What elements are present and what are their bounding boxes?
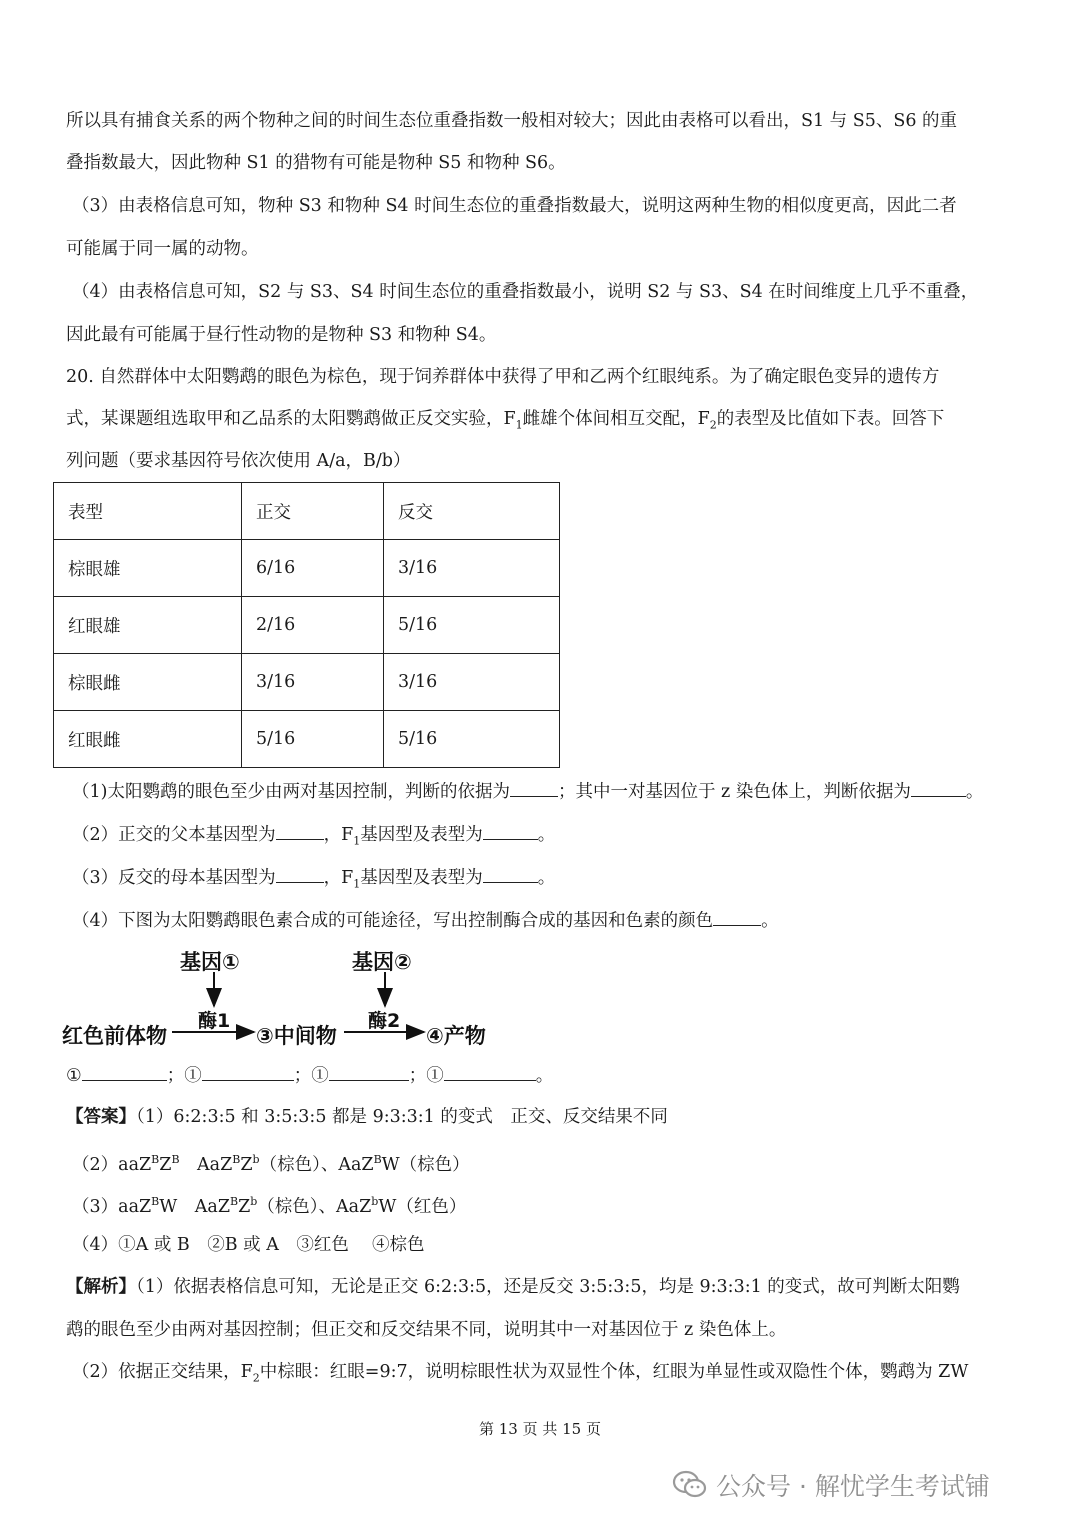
enzyme-2-label: 酶2 xyxy=(368,1010,401,1032)
answer-tag: 【答案】 xyxy=(66,1107,136,1127)
gene-2-label: 基因② xyxy=(352,950,412,974)
watermark xyxy=(672,1465,990,1505)
table-cell: 红眼雄 xyxy=(54,597,242,654)
answer-line-4: （4）①A 或 B ②B 或 A ③红色 ④棕色 xyxy=(72,1235,425,1255)
subquestion-1: （1)太阳鹦鹉的眼色至少由两对基因控制，判断的依据为 ；其中一对基因位于 z 染色体上，判断依据为 。 xyxy=(72,778,983,805)
text-line: （3）由表格信息可知，物种 S3 和物种 S4 时间生态位的重叠指数最大，说明这两种生物的相似度更高，因此二者 xyxy=(72,196,957,216)
table-cell: 3/16 xyxy=(384,540,560,597)
analysis-tag: 【解析】 xyxy=(66,1277,136,1297)
subquestion-2: （2）正交的父本基因型为 ，$F_1$基因型及表型为 。 xyxy=(72,821,555,855)
product-label: ④产物 xyxy=(426,1024,486,1048)
table-row xyxy=(54,597,560,654)
enzyme-1-label: 酶1 xyxy=(198,1010,231,1032)
answer-blank xyxy=(713,907,761,926)
watermark-text: 公众号 · 解忧学生考试铺 xyxy=(716,1472,990,1501)
answer-line-2: $(2)aaZ^BZ^B$ $AaZ^BZ^b$（棕色）、AaZ$^B$W（棕色） xyxy=(72,1153,470,1175)
text-line: 叠指数最大，因此物种 S1 的猎物有可能是物种 S5 和物种 S6。 xyxy=(66,153,566,173)
fill-blank-line: ① ；① ；① ；① 。 xyxy=(66,1062,553,1089)
question-line: 列问题（要求基因符号依次使用 A/a，B/b） xyxy=(66,451,411,471)
answer-blank xyxy=(510,778,558,797)
answer-blank xyxy=(276,864,324,883)
answer-blank xyxy=(276,821,324,840)
subquestion-4: （4）下图为太阳鹦鹉眼色素合成的可能途径，写出控制酶合成的基因和色素的颜色 。 xyxy=(72,907,779,934)
phenotype-table xyxy=(53,482,560,768)
table-cell: 红眼雌 xyxy=(54,711,242,768)
table-cell: 3/16 xyxy=(384,654,560,711)
answer-blank xyxy=(483,821,538,840)
text-line: 因此最有可能属于昼行性动物的是物种 S3 和物种 S4。 xyxy=(66,325,497,345)
analysis-line-1: 【解析】（1）依据表格信息可知，无论是正交 6:2:3:5，还是反交 3:5:3:5，均是 9:3:3:1 的变式，故可判断太阳鹦 xyxy=(66,1277,960,1297)
table-header: 表型 xyxy=(54,483,242,540)
answer-blank xyxy=(483,864,538,883)
table-cell: 5/16 xyxy=(242,711,384,768)
table-row xyxy=(54,711,560,768)
text-line: （4）由表格信息可知，S2 与 S3、S4 时间生态位的重叠指数最小，说明 S2 与 S3、S4 在时间维度上几乎不重叠， xyxy=(72,282,979,302)
table-cell: 棕眼雄 xyxy=(54,540,242,597)
wechat-icon xyxy=(672,1470,708,1500)
question-line: 20. 自然群体中太阳鹦鹉的眼色为棕色，现于饲养群体中获得了甲和乙两个红眼纯系。为了确定眼色变异的遗传方 xyxy=(66,367,940,387)
answer-line-1: 【答案】（1）6:2:3:5 和 3:5:3:5 都是 9:3:3:1 的变式 正交、反交结果不同 xyxy=(66,1107,668,1127)
answer-blank xyxy=(202,1062,294,1081)
analysis-line-2: 鹉的眼色至少由两对基因控制；但正交和反交结果不同，说明其中一对基因位于 z 染色体上。 xyxy=(66,1320,787,1340)
answer-blank xyxy=(444,1062,536,1081)
analysis-line-3: （2）依据正交结果，$F_2$中棕眼：红眼=9:7，说明棕眼性状为双显性个体，红眼为单显性或双隐性个体，鹦鹉为 ZW xyxy=(72,1362,969,1385)
intermediate-label: ③中间物 xyxy=(256,1024,337,1048)
pigment-pathway-diagram xyxy=(62,940,582,1050)
answer-blank xyxy=(329,1062,409,1081)
table-cell: 2/16 xyxy=(242,597,384,654)
table-header-row xyxy=(54,483,560,540)
precursor-label: 红色前体物 xyxy=(62,1024,167,1048)
answer-blank xyxy=(911,778,966,797)
answer-blank xyxy=(82,1062,167,1081)
question-line: 式，某课题组选取甲和乙品系的太阳鹦鹉做正反交实验，$F_1$雌雄个体间相互交配，$F_2$的表型及比值如下表。回答下 xyxy=(66,409,945,432)
gene-1-label: 基因① xyxy=(180,950,240,974)
text-line: 所以具有捕食关系的两个物种之间的时间生态位重叠指数一般相对较大；因此由表格可以看出，S1 与 S5、S6 的重 xyxy=(66,111,958,131)
page-number: 第 13 页 共 15 页 xyxy=(478,1420,601,1438)
pathway-arrows xyxy=(62,940,582,1050)
table-cell: 棕眼雌 xyxy=(54,654,242,711)
text-line: 可能属于同一属的动物。 xyxy=(66,239,259,259)
table-row xyxy=(54,654,560,711)
answer-line-3: （3）aaZ$^B$W $AaZ^BZ^b$（棕色）、AaZ$^b$W（红色） xyxy=(72,1195,467,1217)
table-cell: 5/16 xyxy=(384,597,560,654)
table-row xyxy=(54,540,560,597)
table-header: 正交 xyxy=(242,483,384,540)
table-cell: 6/16 xyxy=(242,540,384,597)
table-cell: 5/16 xyxy=(384,711,560,768)
table-header: 反交 xyxy=(384,483,560,540)
table-cell: 3/16 xyxy=(242,654,384,711)
subquestion-3: （3）反交的母本基因型为 ，$F_1$基因型及表型为 。 xyxy=(72,864,555,898)
